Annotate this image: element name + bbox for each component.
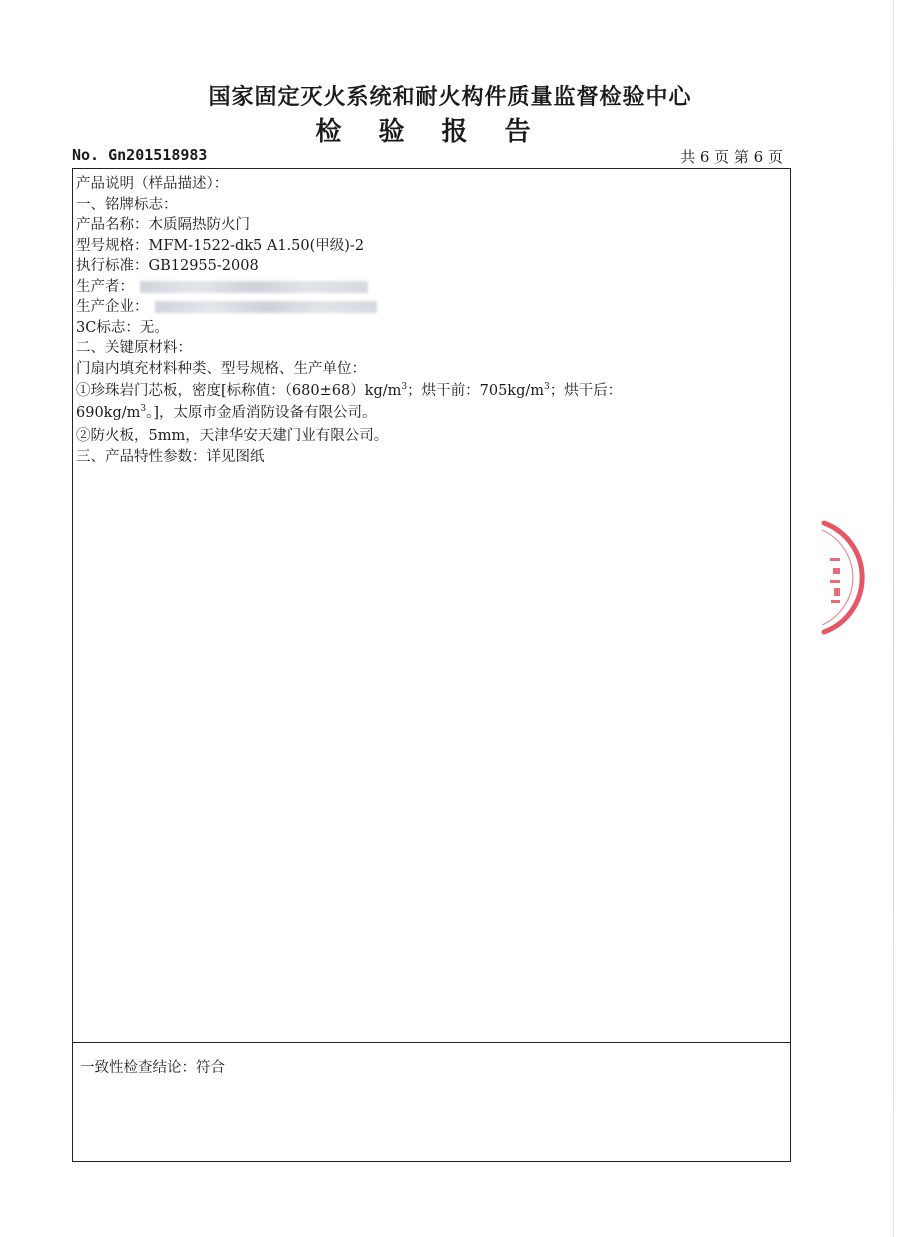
item1-density-before: ；烘干前：705kg/m bbox=[407, 383, 545, 399]
model-spec: 型号规格：MFM-1522-dk5 A1.50(甲级)-2 bbox=[76, 237, 365, 254]
sample-description bbox=[76, 174, 776, 467]
standard: 执行标准：GB12955-2008 bbox=[76, 258, 259, 274]
superscript: 3 bbox=[140, 403, 147, 414]
ccc-mark: 3C标志：无。 bbox=[76, 319, 169, 336]
nameplate-heading: 一、铭牌标志： bbox=[76, 196, 178, 213]
superscript: 3 bbox=[544, 382, 550, 392]
conclusion: 一致性检查结论：符合 bbox=[80, 1060, 225, 1076]
item1-density-after: ；烘干后： bbox=[549, 383, 623, 399]
material-item-1-line-2 bbox=[76, 403, 776, 424]
producer-label: 生产者： bbox=[76, 278, 134, 295]
material-item-2: ②防火板，5mm，天津华安天建门业有限公司。 bbox=[76, 428, 389, 444]
manufacturer-label: 生产企业： bbox=[76, 299, 149, 315]
item1-density-nominal: ①珍珠岩门芯板，密度[标称值：（680±68）kg/m bbox=[76, 383, 402, 399]
page-count: 共 6 页 第 6 页 bbox=[680, 148, 783, 166]
redacted-producer bbox=[140, 281, 368, 293]
scan-edge bbox=[893, 0, 894, 1237]
item1-supplier: 。]，太原市金盾消防设备有限公司。 bbox=[146, 404, 377, 421]
report-title: 检 验 报 告 bbox=[315, 117, 545, 147]
producer-row bbox=[76, 277, 776, 298]
product-name: 产品名称：木质隔热防火门 bbox=[76, 217, 250, 233]
materials-heading: 二、关键原材料： bbox=[76, 340, 192, 356]
fill-heading: 门扇内填充材料种类、型号规格、生产单位： bbox=[76, 360, 366, 377]
red-seal-stamp bbox=[818, 520, 870, 635]
material-item-1-line-1 bbox=[76, 381, 776, 402]
redacted-manufacturer bbox=[155, 301, 377, 313]
manufacturer-row bbox=[76, 297, 776, 318]
superscript: 3 bbox=[401, 382, 408, 392]
conclusion-divider bbox=[73, 1042, 790, 1043]
sample-heading: 产品说明（样品描述）： bbox=[76, 176, 229, 192]
report-number: No. Gn201518983 bbox=[72, 146, 208, 164]
item1-density-after-value: 690kg/m bbox=[76, 404, 141, 421]
product-params: 三、产品特性参数：详见图纸 bbox=[76, 448, 265, 465]
org-title: 国家固定灭火系统和耐火构件质量监督检验中心 bbox=[208, 85, 692, 110]
